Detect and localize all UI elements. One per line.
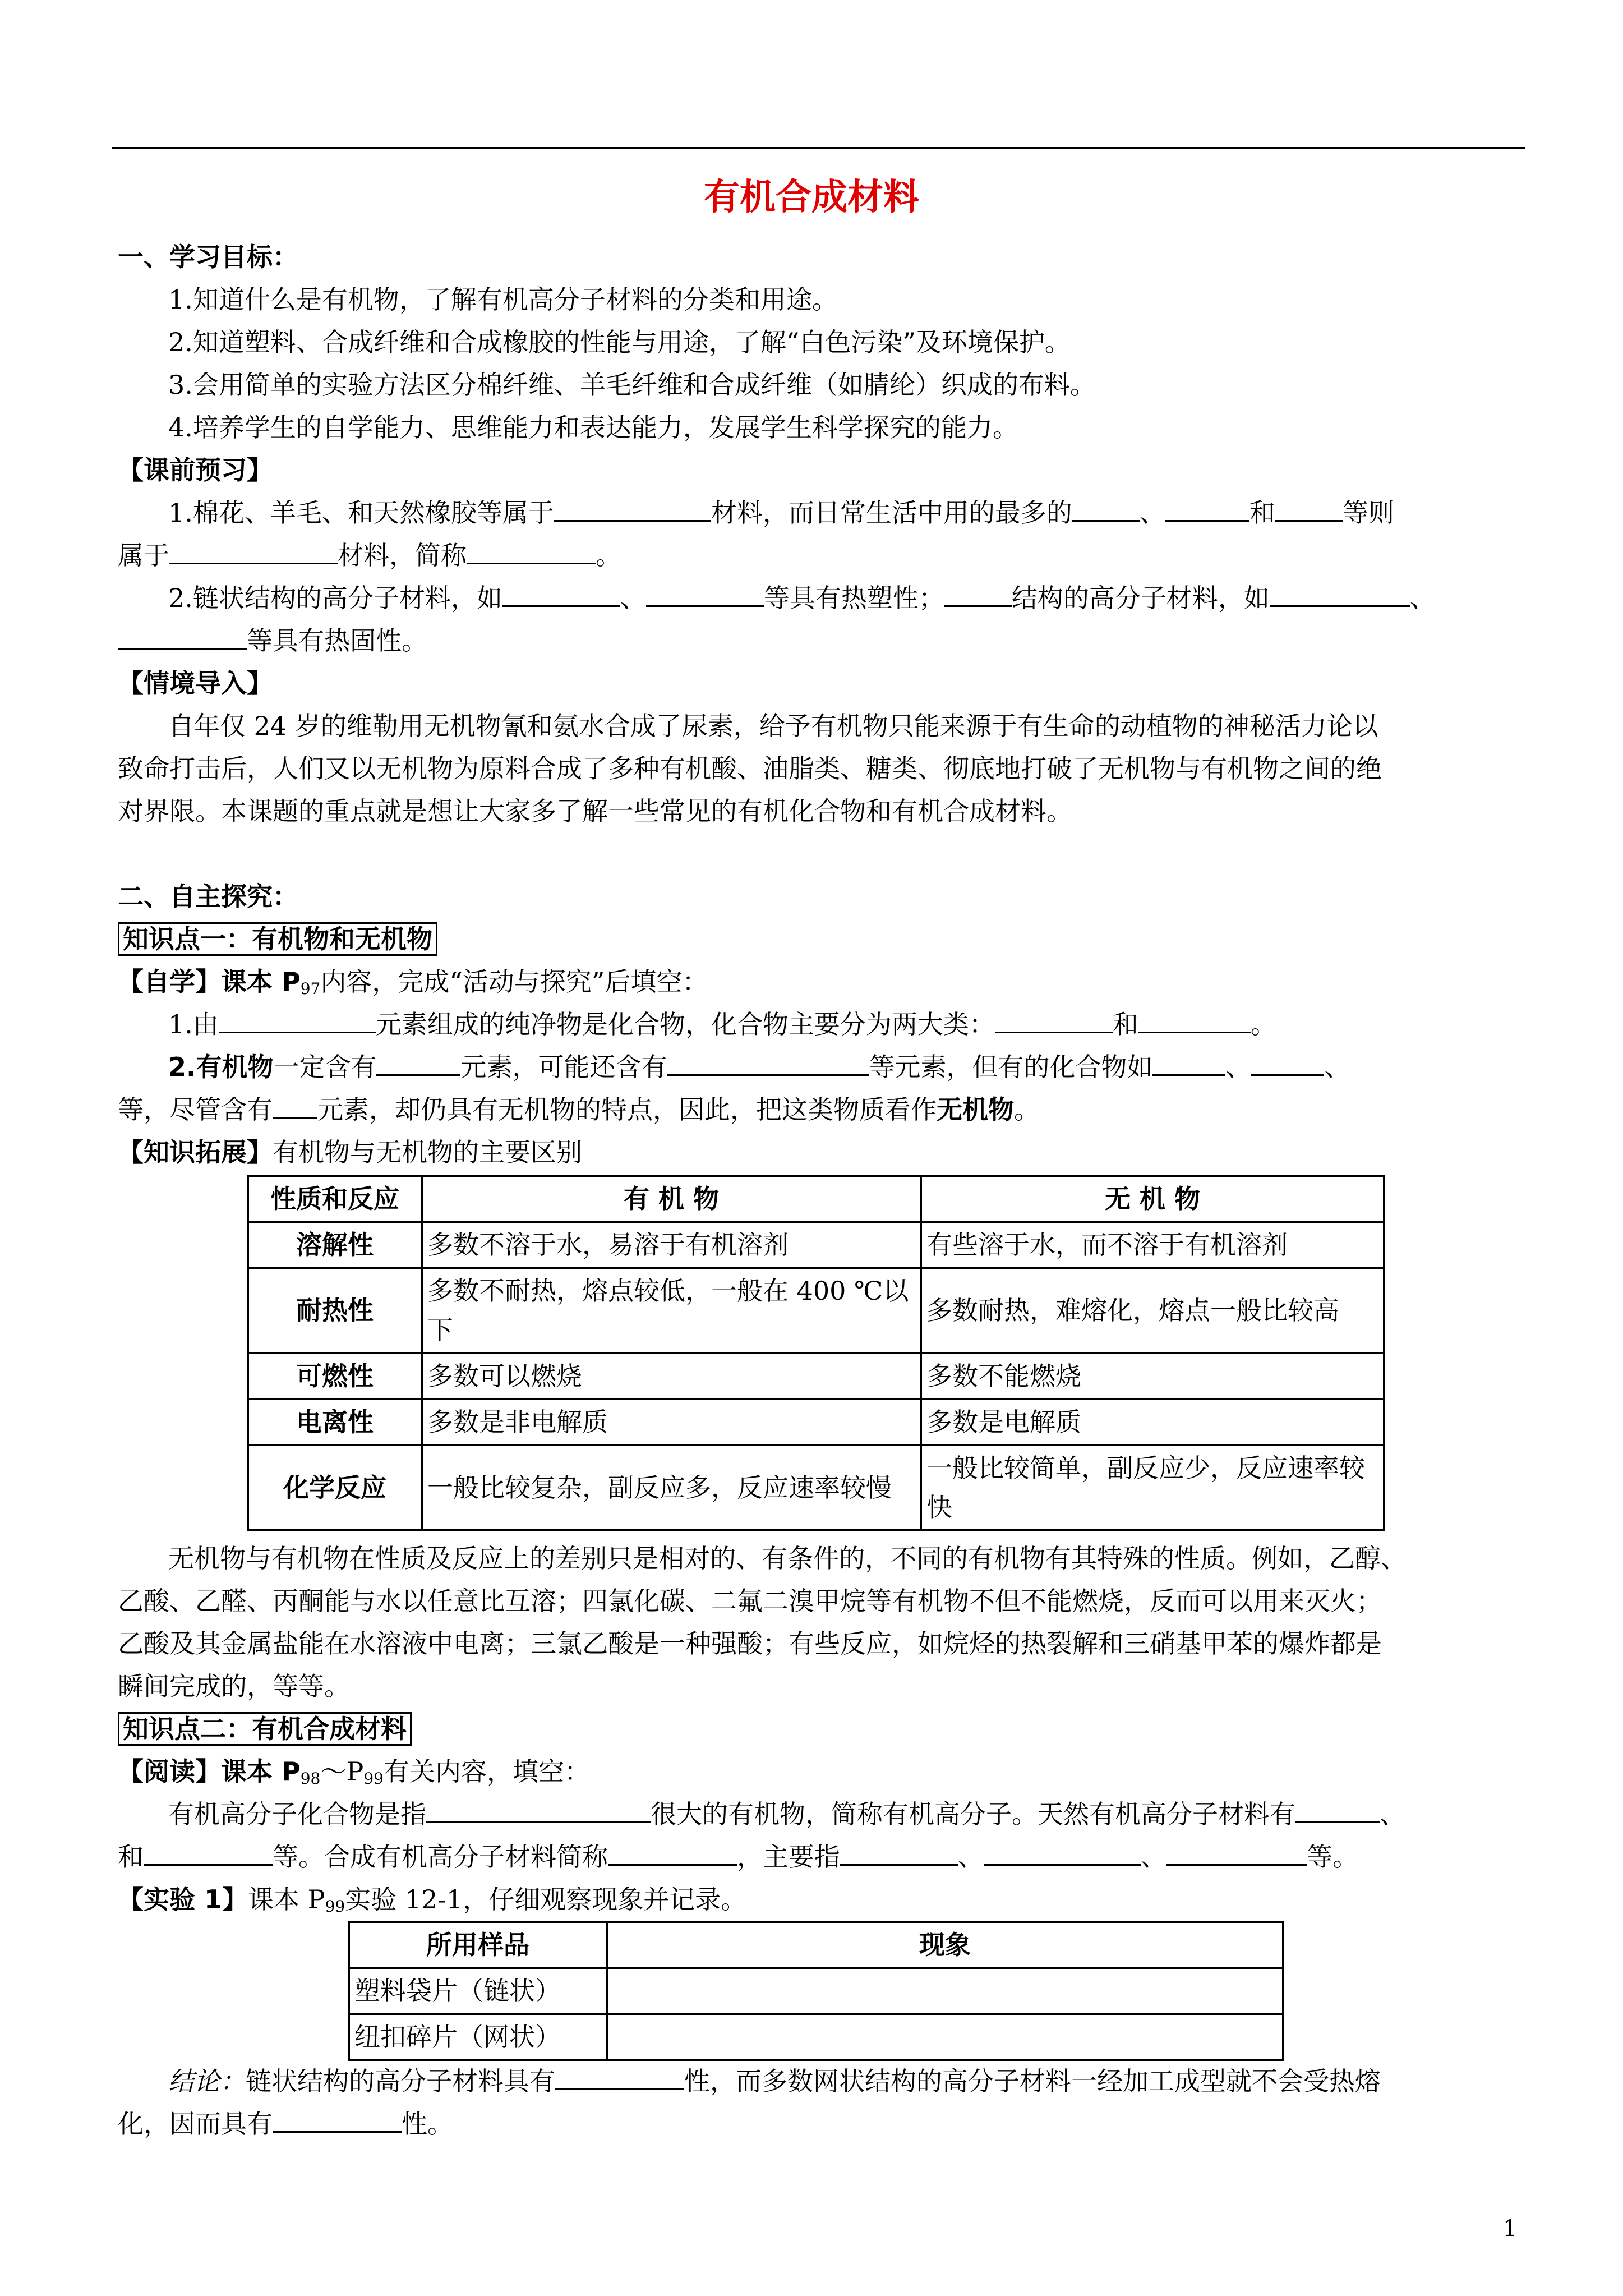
table-row	[349, 2014, 1283, 2060]
intro-line2: 致命打击后，人们又以无机物为原料合成了多种有机酸、油脂类、糖类、彻底地打破了无机物与有机物之间的绝	[118, 753, 1382, 784]
fill-blank[interactable]	[1295, 1797, 1380, 1823]
header-property: 性质和反应	[248, 1176, 422, 1222]
phenomenon-cell[interactable]	[607, 2014, 1283, 2060]
fill-blank[interactable]	[273, 2106, 402, 2133]
fill-blank[interactable]	[1270, 581, 1410, 607]
header-inorganic: 无 机 物	[921, 1176, 1384, 1222]
cell-inorganic: 多数耐热，难熔化，熔点一般比较高	[921, 1268, 1384, 1353]
intro-heading: 【情境导入】	[118, 668, 273, 698]
row-label: 化学反应	[248, 1445, 422, 1530]
cell-organic: 多数不溶于水，易溶于有机溶剂	[422, 1222, 921, 1268]
fill-blank[interactable]	[1166, 1839, 1307, 1866]
fill-blank[interactable]	[376, 1050, 460, 1076]
section1-heading: 一、学习目标：	[118, 242, 298, 272]
reading-fill-1: 有机高分子化合物是指 很大的有机物，简称有机高分子。天然有机高分子材料有 、	[168, 1793, 1405, 1835]
header-phenomenon: 现象	[607, 1922, 1283, 1968]
fill-blank[interactable]	[555, 2064, 684, 2090]
experiment-table	[348, 1921, 1284, 2061]
self-study-line: 【自学】课本 $P_{97}$内容，完成“活动与探究”后填空：	[118, 967, 708, 998]
section2-heading: 二、自主探究：	[118, 881, 298, 912]
table-row	[248, 1268, 1384, 1353]
fill-blank[interactable]	[667, 1050, 869, 1076]
table-header-row	[248, 1176, 1384, 1222]
fill-1: 1.由 元素组成的纯净物是化合物，化合物主要分为两大类： 和 。	[168, 1003, 1276, 1046]
fill-blank[interactable]	[169, 538, 338, 564]
fill-blank[interactable]	[118, 623, 247, 650]
document-title: 有机合成材料	[704, 177, 919, 218]
preview-q1-line1: 1.棉花、羊毛、和天然橡胶等属于 材料，而日常生活中用的最多的 、 和 等则	[168, 491, 1394, 534]
fill-blank[interactable]	[608, 1839, 737, 1866]
fill-blank[interactable]	[426, 1797, 651, 1823]
cell-organic: 多数可以燃烧	[422, 1353, 921, 1399]
cell-inorganic: 多数是电解质	[921, 1399, 1384, 1445]
fill-blank[interactable]	[554, 495, 711, 522]
top-rule	[112, 147, 1525, 149]
fill-blank[interactable]	[1138, 1007, 1251, 1033]
goal-1: 1.知道什么是有机物，了解有机高分子材料的分类和用途。	[168, 284, 838, 315]
phenomenon-cell[interactable]	[607, 1968, 1283, 2014]
cell-organic: 多数不耐热，熔点较低，一般在 400 ℃以下	[422, 1268, 921, 1353]
fill-blank[interactable]	[1251, 1050, 1324, 1076]
row-label: 耐热性	[248, 1268, 422, 1353]
goal-2: 2.知道塑料、合成纤维和合成橡胶的性能与用途，了解“白色污染”及环境保护。	[168, 327, 1071, 357]
fill-blank[interactable]	[984, 1839, 1141, 1866]
para2-line2: 乙酸、乙醛、丙酮能与水以任意比互溶；四氯化碳、二氟二溴甲烷等有机物不但不能燃烧，反而可以用来灭火；	[118, 1586, 1382, 1616]
intro-line3: 对界限。本课题的重点就是想让大家多了解一些常见的有机化合物和有机合成材料。	[118, 796, 1072, 826]
preview-heading: 【课前预习】	[118, 455, 273, 485]
row-label: 溶解性	[248, 1222, 422, 1268]
fill-blank[interactable]	[144, 1839, 273, 1866]
page-number: 1	[1503, 2216, 1518, 2242]
experiment-line: 【实验 1】课本 $P_{99}$实验 12-1，仔细观察现象并记录。	[118, 1884, 747, 1916]
cell-inorganic: 多数不能燃烧	[921, 1353, 1384, 1399]
fill-blank[interactable]	[995, 1007, 1113, 1033]
fill-blank[interactable]	[840, 1839, 958, 1866]
table-row	[248, 1222, 1384, 1268]
cell-organic: 多数是非电解质	[422, 1399, 921, 1445]
conclusion-line1: 结论：链状结构的高分子材料具有 性，而多数网状结构的高分子材料一经加工成型就不会受热熔	[168, 2060, 1381, 2102]
fill-2: 2.有机物一定含有 元素，可能还含有 等元素，但有的化合物如 、 、	[168, 1046, 1350, 1088]
fill-blank[interactable]	[219, 1007, 376, 1033]
goal-4: 4.培养学生的自学能力、思维能力和表达能力，发展学生科学探究的能力。	[168, 412, 1018, 443]
fill-blank[interactable]	[1152, 1050, 1225, 1076]
table-row	[248, 1445, 1384, 1530]
row-label: 电离性	[248, 1399, 422, 1445]
reading-line: 【阅读】课本 $P_{98}\sim P_{99}$有关内容，填空：	[118, 1756, 590, 1788]
table-row	[248, 1353, 1384, 1399]
knowledge-point-2: 知识点二：有机合成材料	[118, 1708, 412, 1750]
header-organic: 有 机 物	[422, 1176, 921, 1222]
fill-blank[interactable]	[1165, 495, 1249, 522]
preview-q2-line2: 等具有热固性。	[118, 619, 427, 662]
table-header-row	[349, 1922, 1283, 1968]
cell-inorganic: 有些溶于水，而不溶于有机溶剂	[921, 1222, 1384, 1268]
sample-cell: 纽扣碎片（网状）	[349, 2014, 607, 2060]
fill-blank[interactable]	[1275, 495, 1343, 522]
reading-fill-2: 和 等。合成有机高分子材料简称 ，主要指 、 、 等。	[118, 1835, 1358, 1878]
fill-blank[interactable]	[1072, 495, 1140, 522]
intro-line1: 自年仅 24 岁的维勒用无机物氰和氨水合成了尿素，给予有机物只能来源于有生命的动植物的神秘活力论以	[168, 711, 1378, 741]
para2-line3: 乙酸及其金属盐能在水溶液中电离；三氯乙酸是一种强酸；有些反应，如烷烃的热裂解和三硝基甲苯的爆炸都是	[118, 1628, 1382, 1659]
sample-cell: 塑料袋片（链状）	[349, 1968, 607, 2014]
conclusion-line2: 化，因而具有 性。	[118, 2102, 453, 2145]
fill-3: 等，尽管含有 元素，却仍具有无机物的特点，因此，把这类物质看作无机物。	[118, 1088, 1040, 1131]
header-sample: 所用样品	[349, 1922, 607, 1968]
comparison-table	[247, 1175, 1385, 1531]
fill-blank[interactable]	[944, 581, 1012, 607]
knowledge-extension: 【知识拓展】有机物与无机物的主要区别	[118, 1137, 582, 1167]
knowledge-point-1: 知识点一：有机物和无机物	[118, 918, 437, 960]
table-row	[349, 1968, 1283, 2014]
fill-blank[interactable]	[467, 538, 596, 564]
cell-organic: 一般比较复杂，副反应多，反应速率较慢	[422, 1445, 921, 1530]
goal-3: 3.会用简单的实验方法区分棉纤维、羊毛纤维和合成纤维（如腈纶）织成的布料。	[168, 370, 1096, 400]
cell-inorganic: 一般比较简单，副反应少，反应速率较快	[921, 1445, 1384, 1530]
preview-q2-line1: 2.链状结构的高分子材料，如 、 等具有热塑性； 结构的高分子材料，如 、	[168, 577, 1436, 619]
para2-line1: 无机物与有机物在性质及反应上的差别只是相对的、有条件的，不同的有机物有其特殊的性质。例如，乙醇、	[168, 1543, 1407, 1573]
preview-q1-line2: 属于 材料，简称 。	[118, 534, 621, 577]
fill-blank[interactable]	[502, 581, 620, 607]
row-label: 可燃性	[248, 1353, 422, 1399]
table-row	[248, 1399, 1384, 1445]
fill-blank[interactable]	[646, 581, 764, 607]
para2-line4: 瞬间完成的，等等。	[118, 1671, 350, 1701]
fill-blank[interactable]	[273, 1092, 317, 1119]
